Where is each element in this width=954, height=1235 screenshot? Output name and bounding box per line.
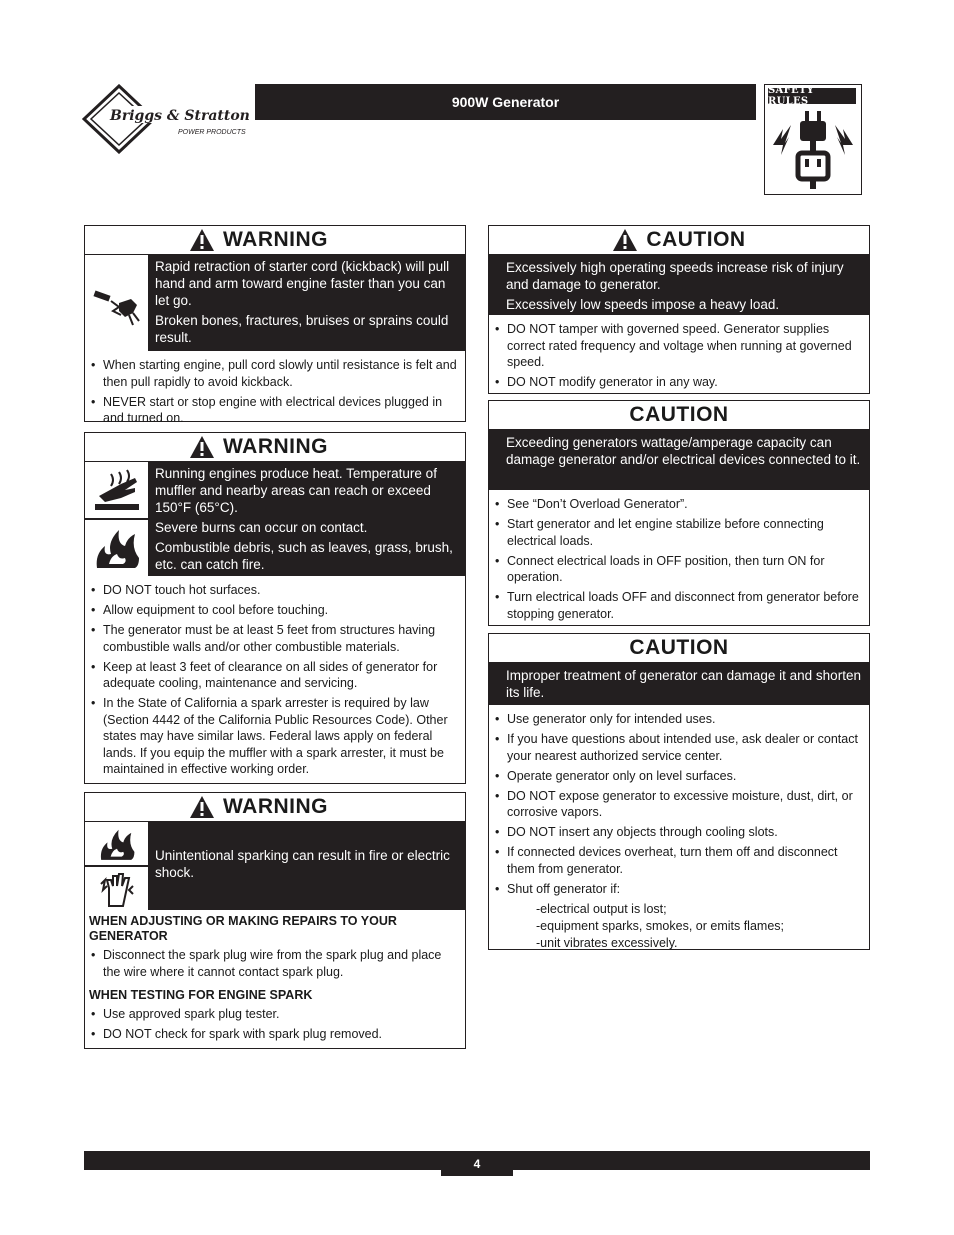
plug-lightning-icon	[769, 107, 857, 191]
warning-panel-sparking	[84, 792, 466, 1049]
hazard-message	[85, 462, 465, 576]
list-item: • When starting engine, pull cord slowly until resistance is felt and then pull rapidly to avoid kickback.	[89, 357, 459, 390]
hazard-message	[489, 255, 869, 315]
hazard-icons	[85, 255, 150, 351]
instruction-list	[85, 1003, 465, 1050]
hazard-message	[85, 255, 465, 351]
hazard-line: Improper treatment of generator can damage it and shorten its life.	[506, 668, 861, 700]
list-item: • Use approved spark plug tester.	[89, 1006, 459, 1023]
hazard-message	[489, 430, 869, 490]
list-item: • Use generator only for intended uses.	[493, 711, 863, 728]
hazard-line: Rapid retraction of starter cord (kickback) will pull hand and arm toward engine faster than you can let go.	[155, 259, 450, 308]
caution-header	[489, 226, 869, 255]
hazard-line: Severe burns can occur on contact.	[155, 520, 368, 535]
sub-item: -unit vibrates excessively.	[536, 936, 678, 950]
electric-shock-hand-icon	[85, 867, 148, 910]
warning-heading: WARNING	[223, 435, 328, 458]
hazard-message	[85, 822, 465, 910]
list-item: • NEVER start or stop engine with electrical devices plugged in and turned on.	[89, 394, 459, 427]
hazard-text	[489, 663, 869, 705]
hazard-line: Unintentional sparking can result in fire or electric shock.	[155, 847, 450, 880]
hazard-text	[489, 255, 869, 315]
caution-header	[489, 634, 869, 663]
warning-heading: WARNING	[223, 228, 328, 251]
hazard-line: Running engines produce heat. Temperature of muffler and nearby areas can reach or exceed 150°F (65°C).	[155, 466, 437, 515]
caution-panel-treatment	[488, 633, 870, 950]
fire-icon	[85, 822, 148, 867]
hazard-icons	[85, 462, 150, 576]
caution-header	[489, 401, 869, 430]
fire-icon	[85, 520, 148, 576]
warning-header	[85, 226, 465, 255]
shutoff-conditions	[489, 901, 869, 952]
list-item: • Disconnect the spark plug wire from the spark plug and place the wire where it cannot contact spark plug.	[89, 947, 459, 980]
safety-rules-badge	[764, 84, 862, 195]
caution-heading: CAUTION	[629, 403, 729, 426]
kickback-hand-icon	[85, 255, 148, 351]
hazard-icons	[85, 822, 150, 910]
list-item: • DO NOT expose generator to excessive moisture, dust, dirt, or corrosive vapors.	[493, 788, 863, 821]
caution-panel-overload	[488, 400, 870, 626]
instruction-list	[489, 490, 869, 630]
section-subheading: WHEN TESTING FOR ENGINE SPARK	[89, 987, 313, 1002]
svg-text:Briggs & Stratton: Briggs & Stratton	[110, 108, 250, 124]
list-item: • Connect electrical loads in OFF position, then turn ON for operation.	[493, 553, 863, 586]
hazard-message	[489, 663, 869, 705]
warning-panel-hot-surfaces	[84, 432, 466, 784]
list-item: • In the State of California a spark arrester is required by law (Section 4442 of the California Public Resources Code). Other states may have similar laws. Federal laws apply on federal lands. If you equip the muffler with a spark arrester, it must be maintained in effective working order.	[89, 695, 459, 778]
instruction-list	[85, 351, 465, 434]
hazard-text	[150, 462, 465, 576]
list-item: • DO NOT insert any objects through cooling slots.	[493, 824, 863, 841]
list-item: • Start generator and let engine stabilize before connecting electrical loads.	[493, 516, 863, 549]
briggs-stratton-logo	[82, 84, 254, 154]
safety-rules-label: SAFETY RULES	[768, 88, 856, 104]
list-item: • Turn electrical loads OFF and disconnect from generator before stopping generator.	[493, 589, 863, 622]
list-item: • Operate generator only on level surfaces.	[493, 768, 863, 785]
instruction-list	[489, 315, 869, 398]
instruction-list	[489, 705, 869, 901]
caution-heading: CAUTION	[629, 636, 729, 659]
instruction-list	[85, 944, 465, 988]
list-item: • The generator must be at least 5 feet from structures having combustible walls and/or other combustible materials.	[89, 622, 459, 655]
hot-surface-hand-icon	[85, 462, 148, 520]
hazard-text	[489, 430, 869, 490]
list-item: • DO NOT touch hot surfaces.	[89, 582, 459, 599]
svg-text:POWER PRODUCTS: POWER PRODUCTS	[178, 129, 246, 136]
list-item: • Allow equipment to cool before touching.	[89, 602, 459, 619]
warning-triangle-icon	[189, 228, 215, 252]
list-item: • If you have questions about intended use, ask dealer or contact your nearest authorized service center.	[493, 731, 863, 764]
hazard-line: Excessively low speeds impose a heavy load.	[506, 297, 780, 312]
list-item: • If connected devices overheat, turn them off and disconnect them from generator.	[493, 844, 863, 877]
hazard-text	[150, 822, 465, 910]
list-item: • Keep at least 3 feet of clearance on all sides of generator for adequate cooling, maintenance and servicing.	[89, 659, 459, 692]
instruction-list	[85, 576, 465, 785]
list-item: • Shut off generator if:	[493, 881, 863, 898]
section-subheading: WHEN ADJUSTING OR MAKING REPAIRS TO YOUR GENERATOR	[89, 914, 397, 943]
list-item: • DO NOT modify generator in any way.	[493, 374, 863, 391]
warning-panel-kickback	[84, 225, 466, 425]
page-number: 4	[441, 1151, 513, 1176]
document-title: 900W Generator	[451, 94, 560, 110]
warning-heading: WARNING	[223, 795, 328, 818]
hazard-line: Exceeding generators wattage/amperage capacity can damage generator and/or electrical devices connected to it.	[506, 435, 861, 467]
document-title-bar	[255, 84, 756, 120]
hazard-line: Broken bones, fractures, bruises or sprains could result.	[155, 313, 449, 345]
hazard-line: Combustible debris, such as leaves, grass, brush, etc. can catch fire.	[155, 540, 453, 572]
warning-triangle-icon	[189, 435, 215, 459]
list-item: • DO NOT tamper with governed speed. Generator supplies correct rated frequency and voltage when running at governed speed.	[493, 321, 863, 371]
sub-item: -electrical output is lost;	[536, 902, 667, 916]
sub-item: -equipment sparks, smokes, or emits flames;	[536, 919, 784, 933]
warning-triangle-icon	[189, 795, 215, 819]
warning-triangle-icon	[612, 228, 638, 252]
warning-header	[85, 793, 465, 822]
warning-header	[85, 433, 465, 462]
caution-panel-speed	[488, 225, 870, 394]
list-item: • See “Don’t Overload Generator”.	[493, 496, 863, 513]
hazard-text	[150, 255, 465, 351]
list-item: • DO NOT check for spark with spark plug removed.	[89, 1026, 459, 1043]
caution-heading: CAUTION	[646, 228, 746, 251]
hazard-line: Excessively high operating speeds increase risk of injury and damage to generator.	[506, 260, 844, 292]
